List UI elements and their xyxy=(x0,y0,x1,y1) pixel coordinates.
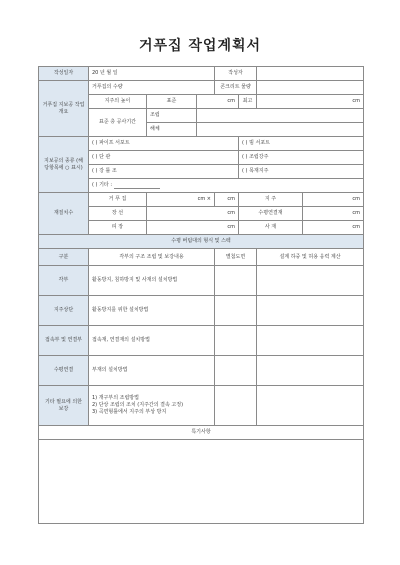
type-other[interactable] xyxy=(89,179,364,193)
col-header-category: 구분 xyxy=(39,249,89,266)
item-label: 기타 필요에 의한 보강 xyxy=(39,386,89,426)
support-type-label: 지보공의 종류 (해당항목에 ○ 표시) xyxy=(39,137,89,193)
col-header-structure: 각부의 구조 조립 및 보강내용 xyxy=(89,249,215,266)
work-plan-table xyxy=(38,66,364,524)
assembly-period-field[interactable] xyxy=(197,109,364,123)
item-calc-field[interactable] xyxy=(257,356,364,386)
material-horizontal-label: 수평연결재 xyxy=(239,207,303,221)
item-drawing-field[interactable] xyxy=(215,296,257,326)
col-header-calc: 설계 하중 및 허용 응력 계산 xyxy=(257,249,364,266)
overview-label: 거푸집 지보공 작업개요 xyxy=(39,81,89,137)
item-content: 부재의 설치방법 xyxy=(89,356,215,386)
concrete-qty-field[interactable] xyxy=(257,81,364,95)
author-label: 작성자 xyxy=(215,67,257,81)
unit-cm: cm xyxy=(352,224,360,230)
type-steel-frame[interactable]: ( ) 강 틀 조 xyxy=(89,165,239,179)
col-header-drawing: 별첨도면 xyxy=(215,249,257,266)
item-drawing-field[interactable] xyxy=(215,386,257,426)
unit-cm: cm xyxy=(227,224,235,230)
concrete-qty-label: 콘크리트 물량 xyxy=(215,81,257,95)
multiply-sign: cm × xyxy=(197,196,211,202)
item-calc-field[interactable] xyxy=(257,386,364,426)
date-field[interactable] xyxy=(89,67,215,81)
unit-cm: cm xyxy=(352,196,360,202)
item-calc-field[interactable] xyxy=(257,296,364,326)
item-drawing-field[interactable] xyxy=(215,266,257,296)
unit-cm: cm xyxy=(227,98,235,104)
unit-cm: cm xyxy=(352,98,360,104)
material-column-field[interactable] xyxy=(303,193,364,207)
standard-label: 표준 xyxy=(147,95,197,109)
item-drawing-field[interactable] xyxy=(215,356,257,386)
std-period-label: 표준 층 공사기간 xyxy=(89,109,147,137)
item-label: 각부 xyxy=(39,266,89,296)
other-underline xyxy=(114,183,160,189)
assembly-label: 조립 xyxy=(147,109,197,123)
item-label: 지주상단 xyxy=(39,296,89,326)
item-content: 활동방지를 위한 설치방법 xyxy=(89,296,215,326)
material-joist-field[interactable] xyxy=(147,207,239,221)
section-header: 수평 버팀대의 형식 및 스펙 xyxy=(39,235,364,249)
type-single-pipe[interactable]: ( ) 단 관 xyxy=(89,151,239,165)
material-formwork-label: 거 푸 집 xyxy=(89,193,147,207)
material-horizontal-field[interactable] xyxy=(303,207,364,221)
material-formwork-field-2[interactable] xyxy=(215,193,239,207)
material-brace-field[interactable] xyxy=(303,221,364,235)
material-column-label: 지 주 xyxy=(239,193,303,207)
item-content: 활동방지, 침하방지 및 사재의 설치방법 xyxy=(89,266,215,296)
document-title: 거푸집 작업계획서 xyxy=(138,38,262,54)
item-calc-field[interactable] xyxy=(257,266,364,296)
item-content: 1) 개구부의 조립방법 2) 단상 조립의 조치 (지주간의 결속 고정) 3) 곡면형틀에서 지주의 부상 방지 xyxy=(89,386,215,426)
item-label: 수평연결 xyxy=(39,356,89,386)
date-value: 20 년 월 일 xyxy=(92,70,118,76)
notes-field[interactable] xyxy=(39,440,364,524)
material-joist-label: 장 선 xyxy=(89,207,147,221)
item-calc-field[interactable] xyxy=(257,326,364,356)
material-brace-label: 사 재 xyxy=(239,221,303,235)
dismantle-period-field[interactable] xyxy=(197,123,364,137)
type-assembly-column[interactable]: ( ) 조립강주 xyxy=(239,151,364,165)
item-content: 접속재, 연결재의 설치방법 xyxy=(89,326,215,356)
max-label: 최고 xyxy=(239,95,257,109)
standard-height-field[interactable] xyxy=(197,95,239,109)
max-height-field[interactable] xyxy=(257,95,364,109)
material-label: 재질치수 xyxy=(39,193,89,235)
type-beam-support[interactable]: ( ) 빔 서포트 xyxy=(239,137,364,151)
material-formwork-field[interactable] xyxy=(147,193,215,207)
notes-label: 특기사항 xyxy=(39,426,364,440)
dismantle-label: 해체 xyxy=(147,123,197,137)
item-drawing-field[interactable] xyxy=(215,326,257,356)
support-height-label: 지주의 높이 xyxy=(89,95,147,109)
author-field[interactable] xyxy=(257,67,364,81)
type-wood-column[interactable]: ( ) 목재지주 xyxy=(239,165,364,179)
type-other-label: ( ) 기타 : xyxy=(92,182,113,188)
material-waler-label: 띠 장 xyxy=(89,221,147,235)
formwork-qty-label: 거푸집의 수량 xyxy=(89,81,215,95)
unit-cm: cm xyxy=(227,210,235,216)
type-pipe-support[interactable]: ( ) 파이프 서포트 xyxy=(89,137,239,151)
material-waler-field[interactable] xyxy=(147,221,239,235)
unit-cm: cm xyxy=(227,196,235,202)
date-label: 작성일자 xyxy=(39,67,89,81)
item-label: 접속부 및 연결부 xyxy=(39,326,89,356)
unit-cm: cm xyxy=(352,210,360,216)
